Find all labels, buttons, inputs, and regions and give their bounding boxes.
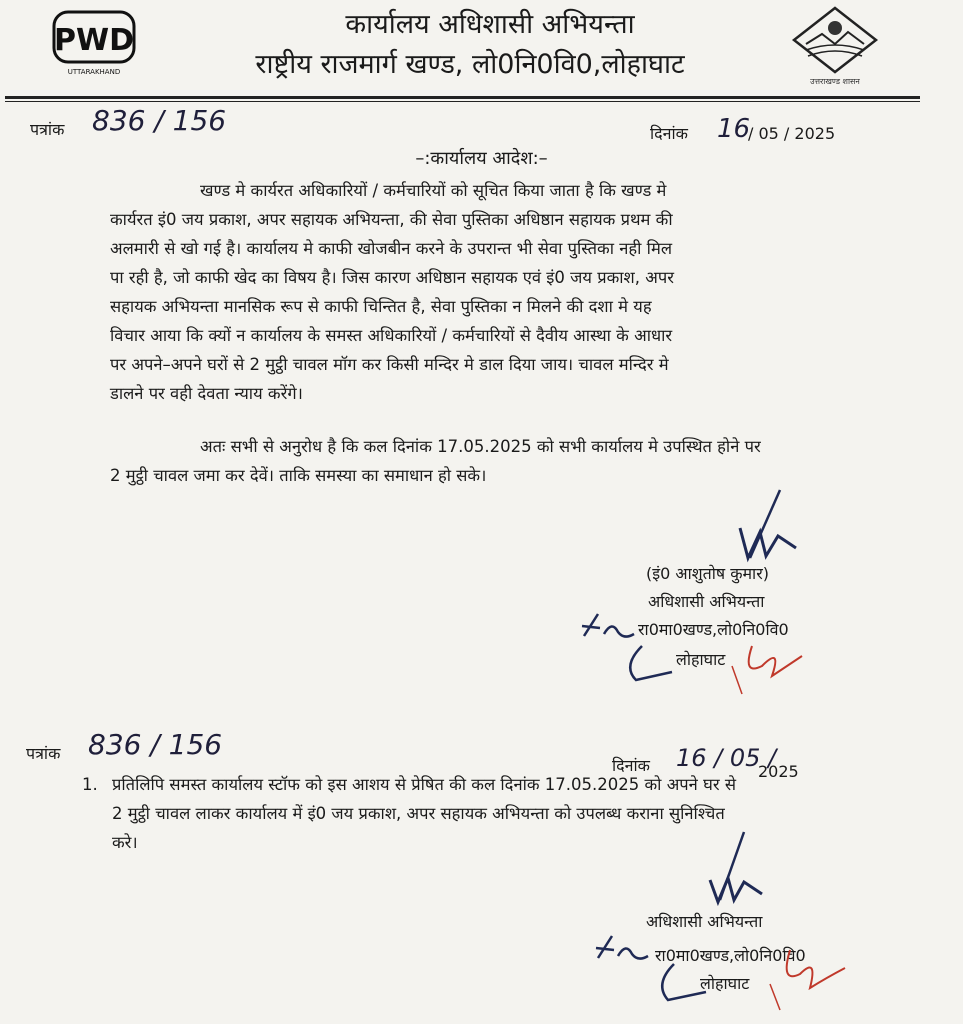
order-paragraph-1: [110, 176, 910, 408]
copy-line: प्रतिलिपि समस्त कार्यालय स्टॉफ को इस आशय से प्रेषित की कल दिनांक 17.05.2025 को अपने घर से: [112, 775, 736, 794]
signatory-office: रा0मा0खण्ड,लो0नि0वि0: [638, 620, 789, 639]
copy-ref-label: पत्रांक: [26, 744, 61, 763]
svg-text:UTTARAKHAND: UTTARAKHAND: [67, 68, 121, 76]
order-paragraph-2: [110, 432, 910, 490]
order-line: पर अपने–अपने घरों से 2 मुट्ठी चावल मॉग कर किसी मन्दिर मे डाल दिया जाय। चावल मन्दिर मे: [110, 355, 669, 374]
copy-item-number: 1.: [82, 775, 98, 794]
copy-signatory-place: लोहाघाट: [700, 974, 750, 993]
order-heading: –:कार्यालय आदेश:–: [415, 148, 548, 169]
copy-line: करे।: [112, 833, 138, 852]
office-title: कार्यालय अधिशासी अभियन्ता: [345, 9, 635, 40]
order-line: 2 मुट्ठी चावल जमा कर देवें। ताकि समस्या का समाधान हो सके।: [110, 466, 487, 485]
copy-signature: [700, 830, 820, 910]
date-rest: / 05 / 2025: [748, 124, 836, 143]
signature-strokes: [612, 636, 812, 696]
svg-text:PWD: PWD: [54, 23, 134, 58]
pwd-logo: [50, 8, 138, 78]
copy-date-year: 2025: [758, 762, 799, 781]
signatory-name: (इं0 आशुतोष कुमार): [646, 564, 769, 583]
copy-date-handwritten: 16 / 05 /: [676, 744, 777, 772]
copy-signatory-designation: अधिशासी अभियन्ता: [646, 912, 763, 931]
order-line: विचार आया कि क्यों न कार्यालय के समस्त अधिकारियों / कर्मचारियों से दैवीय आस्था के आधार: [110, 326, 673, 345]
order-line: पा रही है, जो काफी खेद का विषय है। जिस कारण अधिष्ठान सहायक एवं इं0 जय प्रकाश, अपर: [110, 268, 674, 287]
signatory-place: लोहाघाट: [676, 650, 726, 669]
order-line: अतः सभी से अनुरोध है कि कल दिनांक 17.05.2025 को सभी कार्यालय मे उपस्थित होने पर: [200, 437, 761, 456]
order-line: सहायक अभियन्ता मानसिक रूप से काफी चिन्तित है, सेवा पुस्तिका न मिलने की दशा मे यह: [110, 297, 652, 316]
ref-number-handwritten: 836 / 156: [92, 104, 227, 137]
header-rule-thin: [5, 101, 920, 102]
signature: [700, 488, 820, 568]
date-label: दिनांक: [650, 124, 688, 143]
date-day-handwritten: 16: [717, 114, 751, 144]
copy-line: 2 मुट्ठी चावल लाकर कार्यालय में इं0 जय प्रकाश, अपर सहायक अभियन्ता को उपलब्ध कराना सुनिश्चित: [112, 804, 725, 823]
copy-date-label: दिनांक: [612, 756, 650, 775]
svg-text:उत्तराखण्ड शासन: उत्तराखण्ड शासन: [810, 77, 860, 86]
office-subtitle: राष्ट्रीय राजमार्ग खण्ड, लो0नि0वि0,लोहाघाट: [255, 49, 685, 80]
ref-label: पत्रांक: [30, 120, 65, 139]
order-line: अलमारी से खो गई है। कार्यालय मे काफी खोजबीन करने के उपरान्त भी सेवा पुस्तिका नही मिल: [110, 239, 673, 258]
signatory-designation: अधिशासी अभियन्ता: [648, 592, 765, 611]
header-rule: [5, 96, 920, 99]
copy-signatory-office: रा0मा0खण्ड,लो0नि0वि0: [655, 946, 806, 965]
copy-ref-number-handwritten: 836 / 156: [88, 728, 223, 761]
uttarakhand-emblem-icon: [790, 4, 880, 86]
copy-signature-strokes: [640, 944, 860, 1014]
order-line: कार्यरत इं0 जय प्रकाश, अपर सहायक अभियन्ता, की सेवा पुस्तिका अधिष्ठान सहायक प्रथम की: [110, 210, 673, 229]
order-line: डालने पर वही देवता न्याय करेंगे।: [110, 384, 303, 403]
order-line: खण्ड मे कार्यरत अधिकारियों / कर्मचारियों को सूचित किया जाता है कि खण्ड मे: [200, 181, 667, 200]
